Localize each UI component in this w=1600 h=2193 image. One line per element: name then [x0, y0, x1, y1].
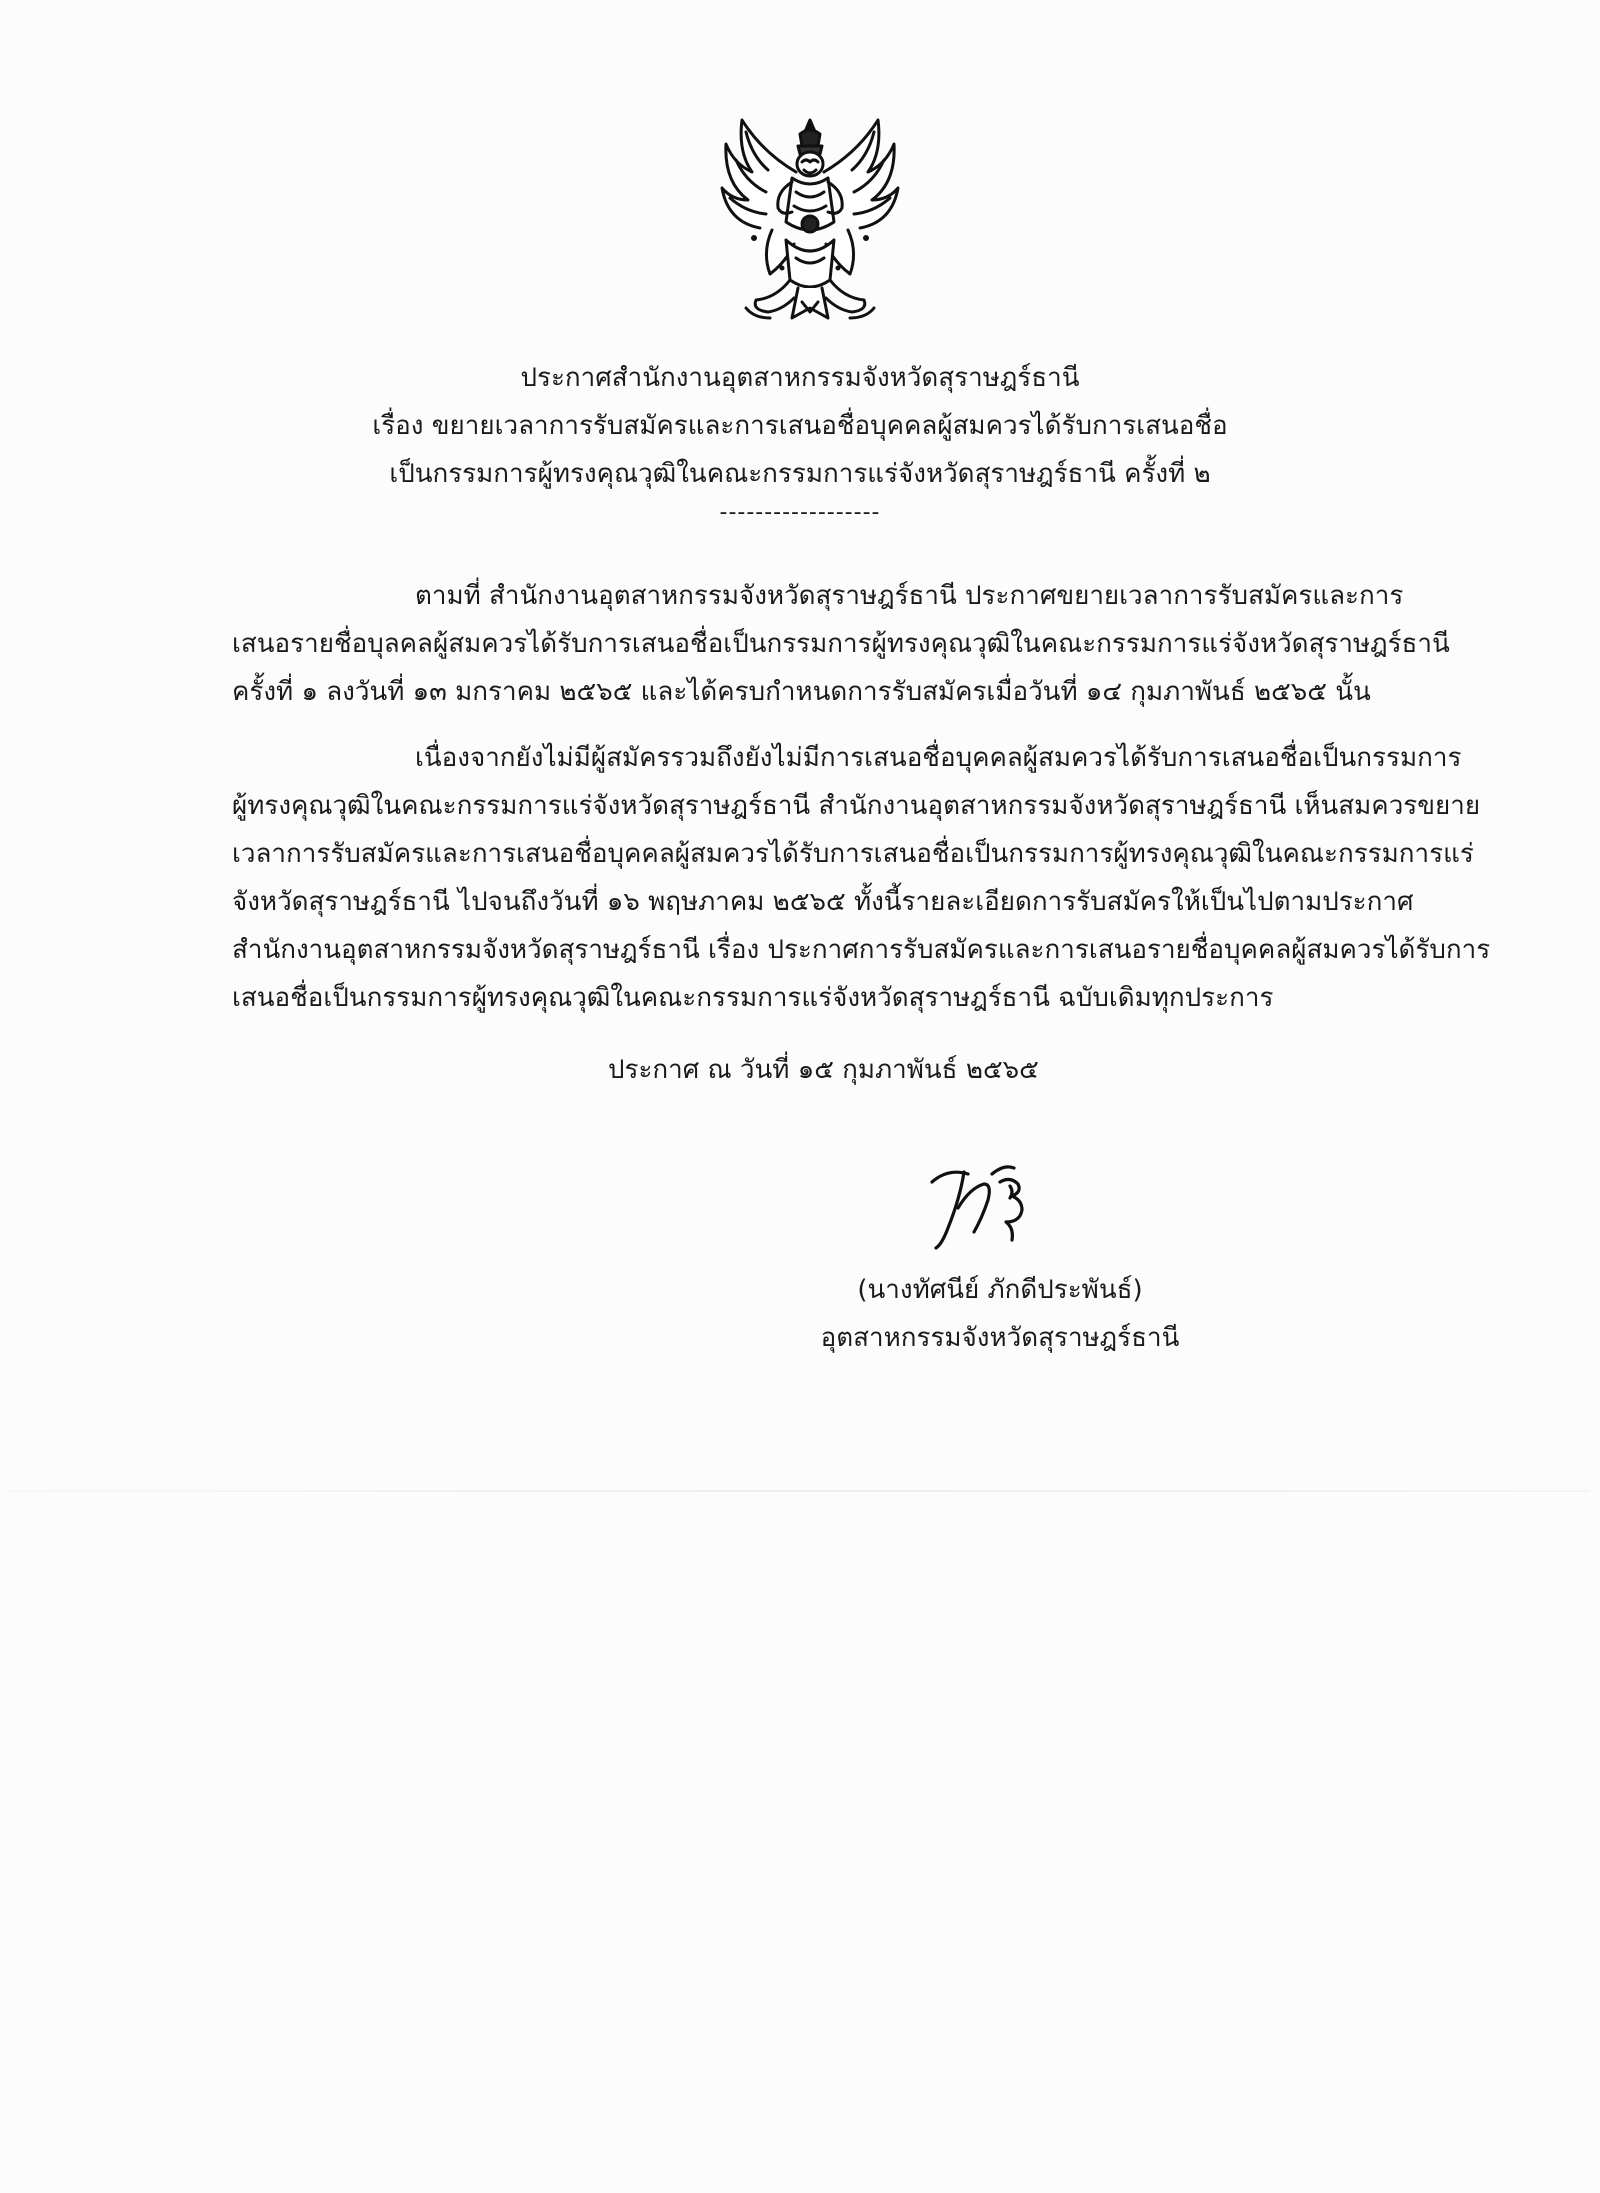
signer-name: (นางทัศนีย์ ภักดีประพันธ์): [857, 1275, 1143, 1305]
subject-line: เรื่อง ขยายเวลาการรับสมัครและการเสนอชื่อบุคคลผู้สมควรได้รับการเสนอชื่อ: [372, 411, 1228, 441]
title-separator: ------------------: [719, 500, 881, 525]
paragraph-line: ผู้ทรงคุณวุฒิในคณะกรรมการแร่จังหวัดสุราษฎร์ธานี สำนักงานอุตสาหกรรมจังหวัดสุราษฎร์ธานี เห็นสมควรขยาย: [232, 791, 1481, 821]
paragraph-reason: [232, 734, 1491, 1022]
paragraph-line: สำนักงานอุตสาหกรรมจังหวัดสุราษฎร์ธานี เรื่อง ประกาศการรับสมัครและการเสนอรายชื่อบุคคลผู้สมควรได้รับการ: [232, 935, 1491, 965]
paragraph-line: จังหวัดสุราษฎร์ธานี ไปจนถึงวันที่ ๑๖ พฤษภาคม ๒๕๖๕ ทั้งนี้รายละเอียดการรับสมัครให้เป็นไปตามประกาศ: [232, 887, 1414, 917]
paragraph-line: ครั้งที่ ๑ ลงวันที่ ๑๓ มกราคม ๒๕๖๕ และได้ครบกำหนดการรับสมัครเมื่อวันที่ ๑๔ กุมภาพันธ์ ๒๕๖๕ นั้น: [232, 677, 1371, 707]
garuda-emblem-icon: [712, 112, 908, 327]
paper-fold-line: [10, 1490, 1590, 1492]
paragraph-background: [232, 572, 1450, 716]
signer-block: [780, 1266, 1220, 1362]
paragraph-line: เสนอชื่อเป็นกรรมการผู้ทรงคุณวุฒิในคณะกรรมการแร่จังหวัดสุราษฎร์ธานี ฉบับเดิมทุกประการ: [232, 983, 1274, 1013]
handwritten-signature: [918, 1148, 1048, 1268]
paragraph-line: ตามที่ สำนักงานอุตสาหกรรมจังหวัดสุราษฎร์ธานี ประกาศขยายเวลาการรับสมัครและการ: [415, 581, 1404, 611]
subject-line: เป็นกรรมการผู้ทรงคุณวุฒิในคณะกรรมการแร่จังหวัดสุราษฎร์ธานี ครั้งที่ ๒: [389, 459, 1211, 489]
announcement-title: [300, 354, 1300, 498]
paragraph-line: เสนอรายชื่อบุลคลผู้สมควรได้รับการเสนอชื่อเป็นกรรมการผู้ทรงคุณวุฒิในคณะกรรมการแร่จังหวัดสุราษฎร์ธานี: [232, 629, 1450, 659]
paragraph-line: เวลาการรับสมัครและการเสนอชื่อบุคคลผู้สมควรได้รับการเสนอชื่อเป็นกรรมการผู้ทรงคุณวุฒิในคณะกรรมการแร่: [232, 839, 1474, 869]
title-line: ประกาศสำนักงานอุตสาหกรรมจังหวัดสุราษฎร์ธานี: [520, 363, 1080, 393]
announcement-date: ประกาศ ณ วันที่ ๑๕ กุมภาพันธ์ ๒๕๖๕: [608, 1055, 1039, 1085]
signer-position: อุตสาหกรรมจังหวัดสุราษฎร์ธานี: [820, 1323, 1180, 1353]
paragraph-line: เนื่องจากยังไม่มีผู้สมัครรวมถึงยังไม่มีการเสนอชื่อบุคคลผู้สมควรได้รับการเสนอชื่อเป็นกรรมการ: [415, 743, 1462, 773]
